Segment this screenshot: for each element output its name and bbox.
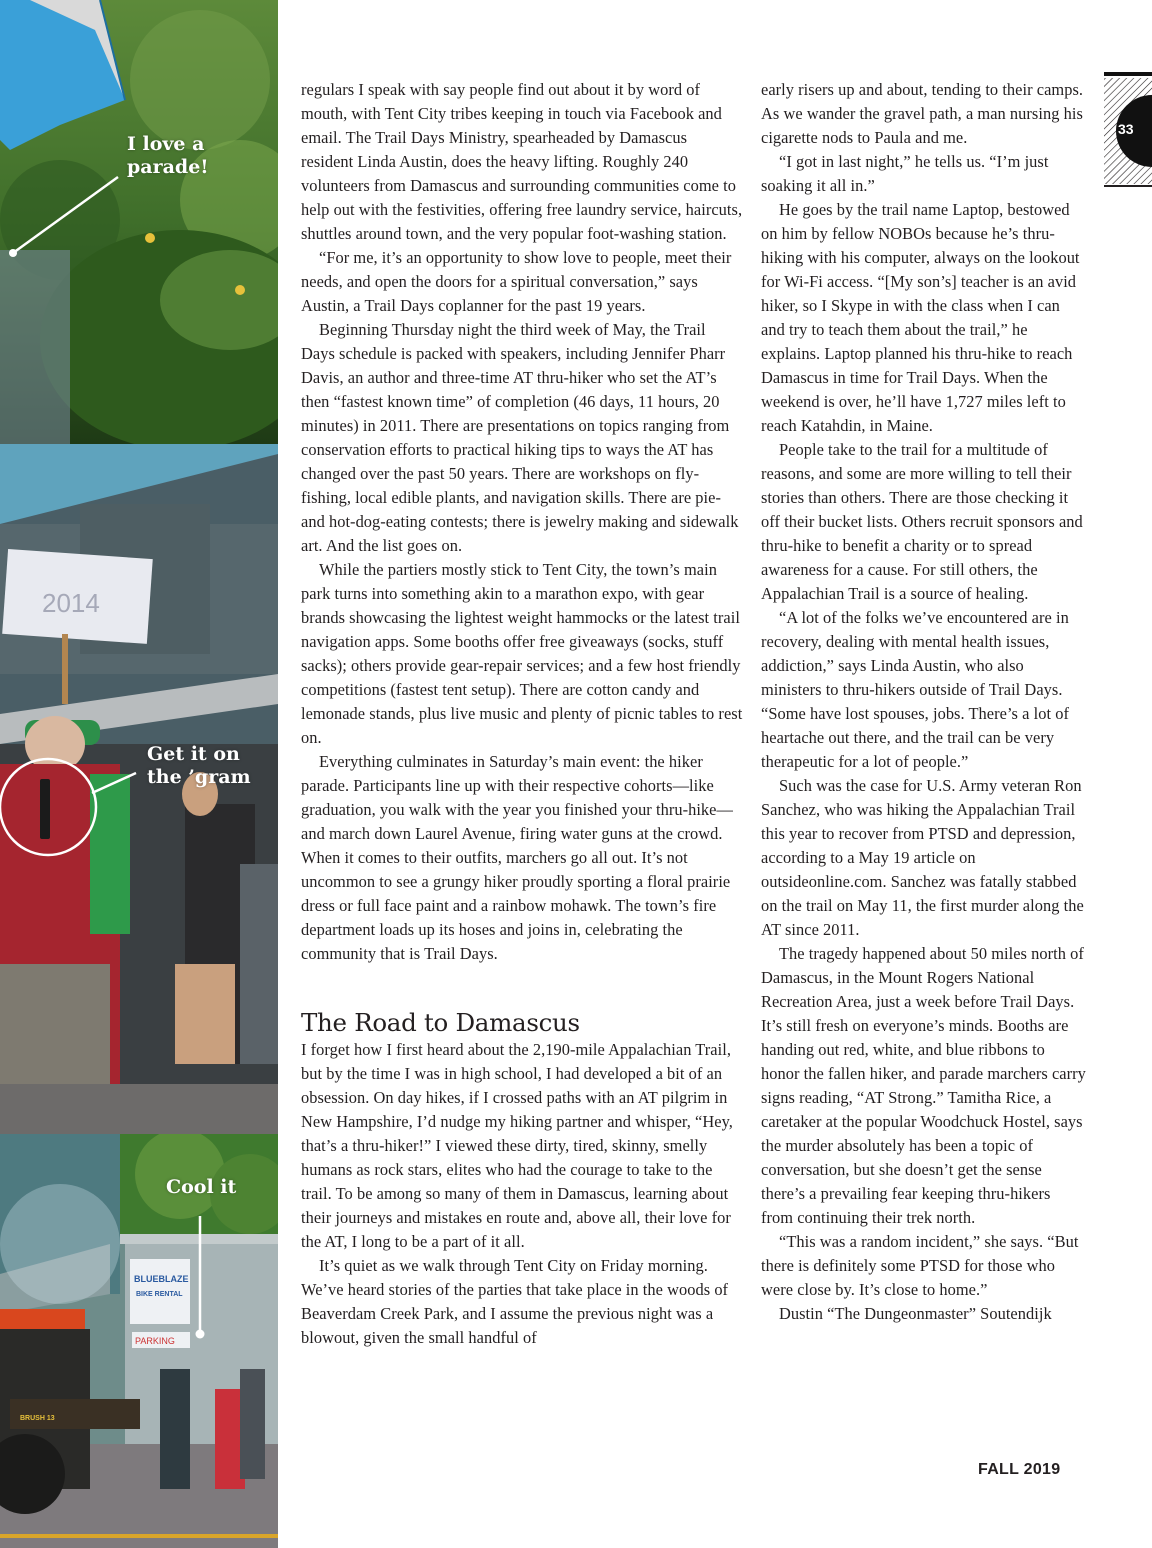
page-number: 33 bbox=[1118, 121, 1134, 137]
article-paragraph: I forget how I first heard about the 2,190-mile Appalachian Trail, but by the time I was in high school, I had developed a bit of an obsession. On day hikes, if I crossed paths with an AT pilgrim in New Hampshire, I’d nudge my hiking partner and whisper, “Hey, that’s a thru-hiker!” I viewed these dirty, tired, skinny, smelly humans as rock stars, elites who had the courage to take to the trail. To be among so many of them in Damascus, learning about their journeys and mistakes en route and, above all, their love for the AT, I long to be a part of it all. bbox=[301, 1040, 733, 1251]
photo-fire-truck-spray bbox=[0, 1134, 278, 1548]
sign-2014-text: 2014 bbox=[42, 588, 100, 618]
caption-line: Get it on bbox=[147, 743, 240, 765]
photo-caption-cool bbox=[166, 1176, 236, 1199]
article-paragraph: People take to the trail for a multitude of reasons, and some are more willing to tell their stories than others. There are those checking it off their bucket lists. Others recruit sponsors and thru-hike to benefit a charity or to spread awareness for a cause. For still others, the Appalachian Trail is a source of healing. bbox=[761, 440, 1083, 603]
caption-pointer-circle bbox=[0, 444, 278, 1134]
caption-pointer-line bbox=[0, 0, 278, 444]
article-paragraph: “For me, it’s an opportunity to show love to people, meet their needs, and open the doors for a spiritual conversation,” says Austin, a Trail Days coplanner for the past 19 years. bbox=[301, 248, 732, 315]
article-paragraph: regulars I speak with say people find out about it by word of mouth, with Tent City tribes keeping in touch via Facebook and email. The Trail Days Ministry, spearheaded by Damascus resident Linda Austin, does the heavy lifting. Roughly 240 volunteers from Damascus and surrounding communities come to help out with the festivities, offering free laundry service, haircuts, shuttles around town, and the very popular foot-washing station. bbox=[301, 80, 743, 243]
caption-line: Cool it bbox=[166, 1176, 237, 1198]
article-paragraph: Beginning Thursday night the third week of May, the Trail Days schedule is packed with speakers, including Jennifer Pharr Davis, an author and three-time AT thru-hiker who set the AT’s then “fastest known time” of completion (46 days, 11 hours, 20 minutes) in 2011. There are presentations on topics ranging from conservation efforts to practical hiking tips to ways the AT has changed over the past 50 years. There are workshops on fly-fishing, local edible plants, and navigation skills. There are pie- and hot-dog-eating contests; there is jewelry making and sidewalk art. And the list goes on. bbox=[301, 320, 739, 555]
article-paragraph: It’s quiet as we walk through Tent City on Friday morning. We’ve heard stories of the parties that take place in the woods of Beaverdam Creek Park, and I assume the previous night was a blowout, given the small handful of bbox=[301, 1256, 729, 1347]
photo-parade-umbrella bbox=[0, 0, 278, 444]
article-column-right bbox=[761, 78, 1086, 1326]
article-column-left bbox=[301, 78, 743, 1350]
caption-line: the ’gram bbox=[147, 766, 251, 788]
sign-blueblaze-text: BLUEBLAZE bbox=[134, 1274, 189, 1284]
article-paragraph: He goes by the trail name Laptop, bestowed on him by fellow NOBOs because he’s thru-hiking with his computer, always on the lookout for Wi-Fi access. “[My son’s] teacher is an avid hiker, so I Skype in with the class when I can and try to teach them about the trail,” he explains. Laptop planned his thru-hike to reach Damascus in time for Trail Days. When the weekend is over, he’ll have 1,727 miles left to reach Katahdin, in Maine. bbox=[761, 200, 1080, 435]
article-paragraph: Such was the case for U.S. Army veteran Ron Sanchez, who was hiking the Appalachian Trail this year to recover from PTSD and depression, according to a May 19 article on outsideonline.com. Sanchez was fatally stabbed on the trail on May 11, the first murder along the AT since 2011. bbox=[761, 776, 1084, 939]
article-paragraph: “I got in last night,” he tells us. “I’m just soaking it all in.” bbox=[761, 152, 1049, 195]
section-spacer bbox=[301, 966, 743, 1008]
photo-parade-marcher bbox=[0, 444, 278, 1134]
article-paragraph: The tragedy happened about 50 miles north of Damascus, in the Mount Rogers National Recreation Area, just a week before Trail Days. It’s still fresh on everyone’s minds. Booths are handing out red, white, and blue ribbons to honor the fallen hiker, and parade marchers carry signs reading, “AT Strong.” Tamitha Rice, a caretaker at the popular Woodchuck Hostel, says the murder absolutely has been a topic of conversation, but she doesn’t get the sense there’s a prevailing fear keeping thru-hikers from continuing their trek north. bbox=[761, 944, 1086, 1227]
section-heading: The Road to Damascus bbox=[301, 1008, 580, 1037]
issue-label: FALL 2019 bbox=[978, 1461, 1061, 1478]
article-paragraph: While the partiers mostly stick to Tent City, the town’s main park turns into something akin to a marathon expo, with gear brands showcasing the lightest weight hammocks or the latest trail navigation apps. Some booths offer free giveaways (socks, stuff sacks); others provide gear-repair services; and a few host friendly competitions (fastest tent setup). There are cotton candy and lemonade stands, plus live music and plenty of picnic tables to rest on. bbox=[301, 560, 743, 747]
caption-line: parade! bbox=[127, 156, 209, 178]
article-paragraph: “A lot of the folks we’ve encountered are in recovery, dealing with mental health issues, addiction,” says Linda Austin, who also ministers to thru-hikers outside of Trail Days. “Some have lost spouses, jobs. There’s a lot of heartache out there, and the trail can be very therapeutic for a lot of people.” bbox=[761, 608, 1069, 771]
article-paragraph: Everything culminates in Saturday’s main event: the hiker parade. Participants line up with their respective cohorts—like graduation, you walk with the year you finished your thru-hike—and march down Laurel Avenue, firing water guns at the crowd. When it comes to their outfits, marchers go all out. It’s not uncommon to see a grungy hiker proudly sporting a floral prairie dress or full face paint and a rainbow mohawk. The town’s fire department loads up its hoses and joins in, celebrating the community that is Trail Days. bbox=[301, 752, 733, 963]
sign-bike-rental-text: BIKE RENTAL bbox=[136, 1291, 183, 1298]
sign-parking-text: PARKING bbox=[135, 1336, 175, 1346]
caption-pointer-line bbox=[0, 1134, 278, 1548]
article-paragraph: Dustin “The Dungeonmaster” Soutendijk bbox=[779, 1304, 1052, 1323]
caption-line: I love a bbox=[127, 133, 205, 155]
article-paragraph: early risers up and about, tending to their camps. As we wander the gravel path, a man nursing his cigarette nods to Paula and me. bbox=[761, 80, 1084, 147]
photo-caption-parade bbox=[127, 133, 209, 179]
truck-label-text: BRUSH 13 bbox=[20, 1415, 55, 1422]
article-paragraph: “This was a random incident,” she says. “But there is definitely some PTSD for those who were close by. It’s close to home.” bbox=[761, 1232, 1079, 1299]
photo-caption-gram bbox=[147, 743, 251, 789]
